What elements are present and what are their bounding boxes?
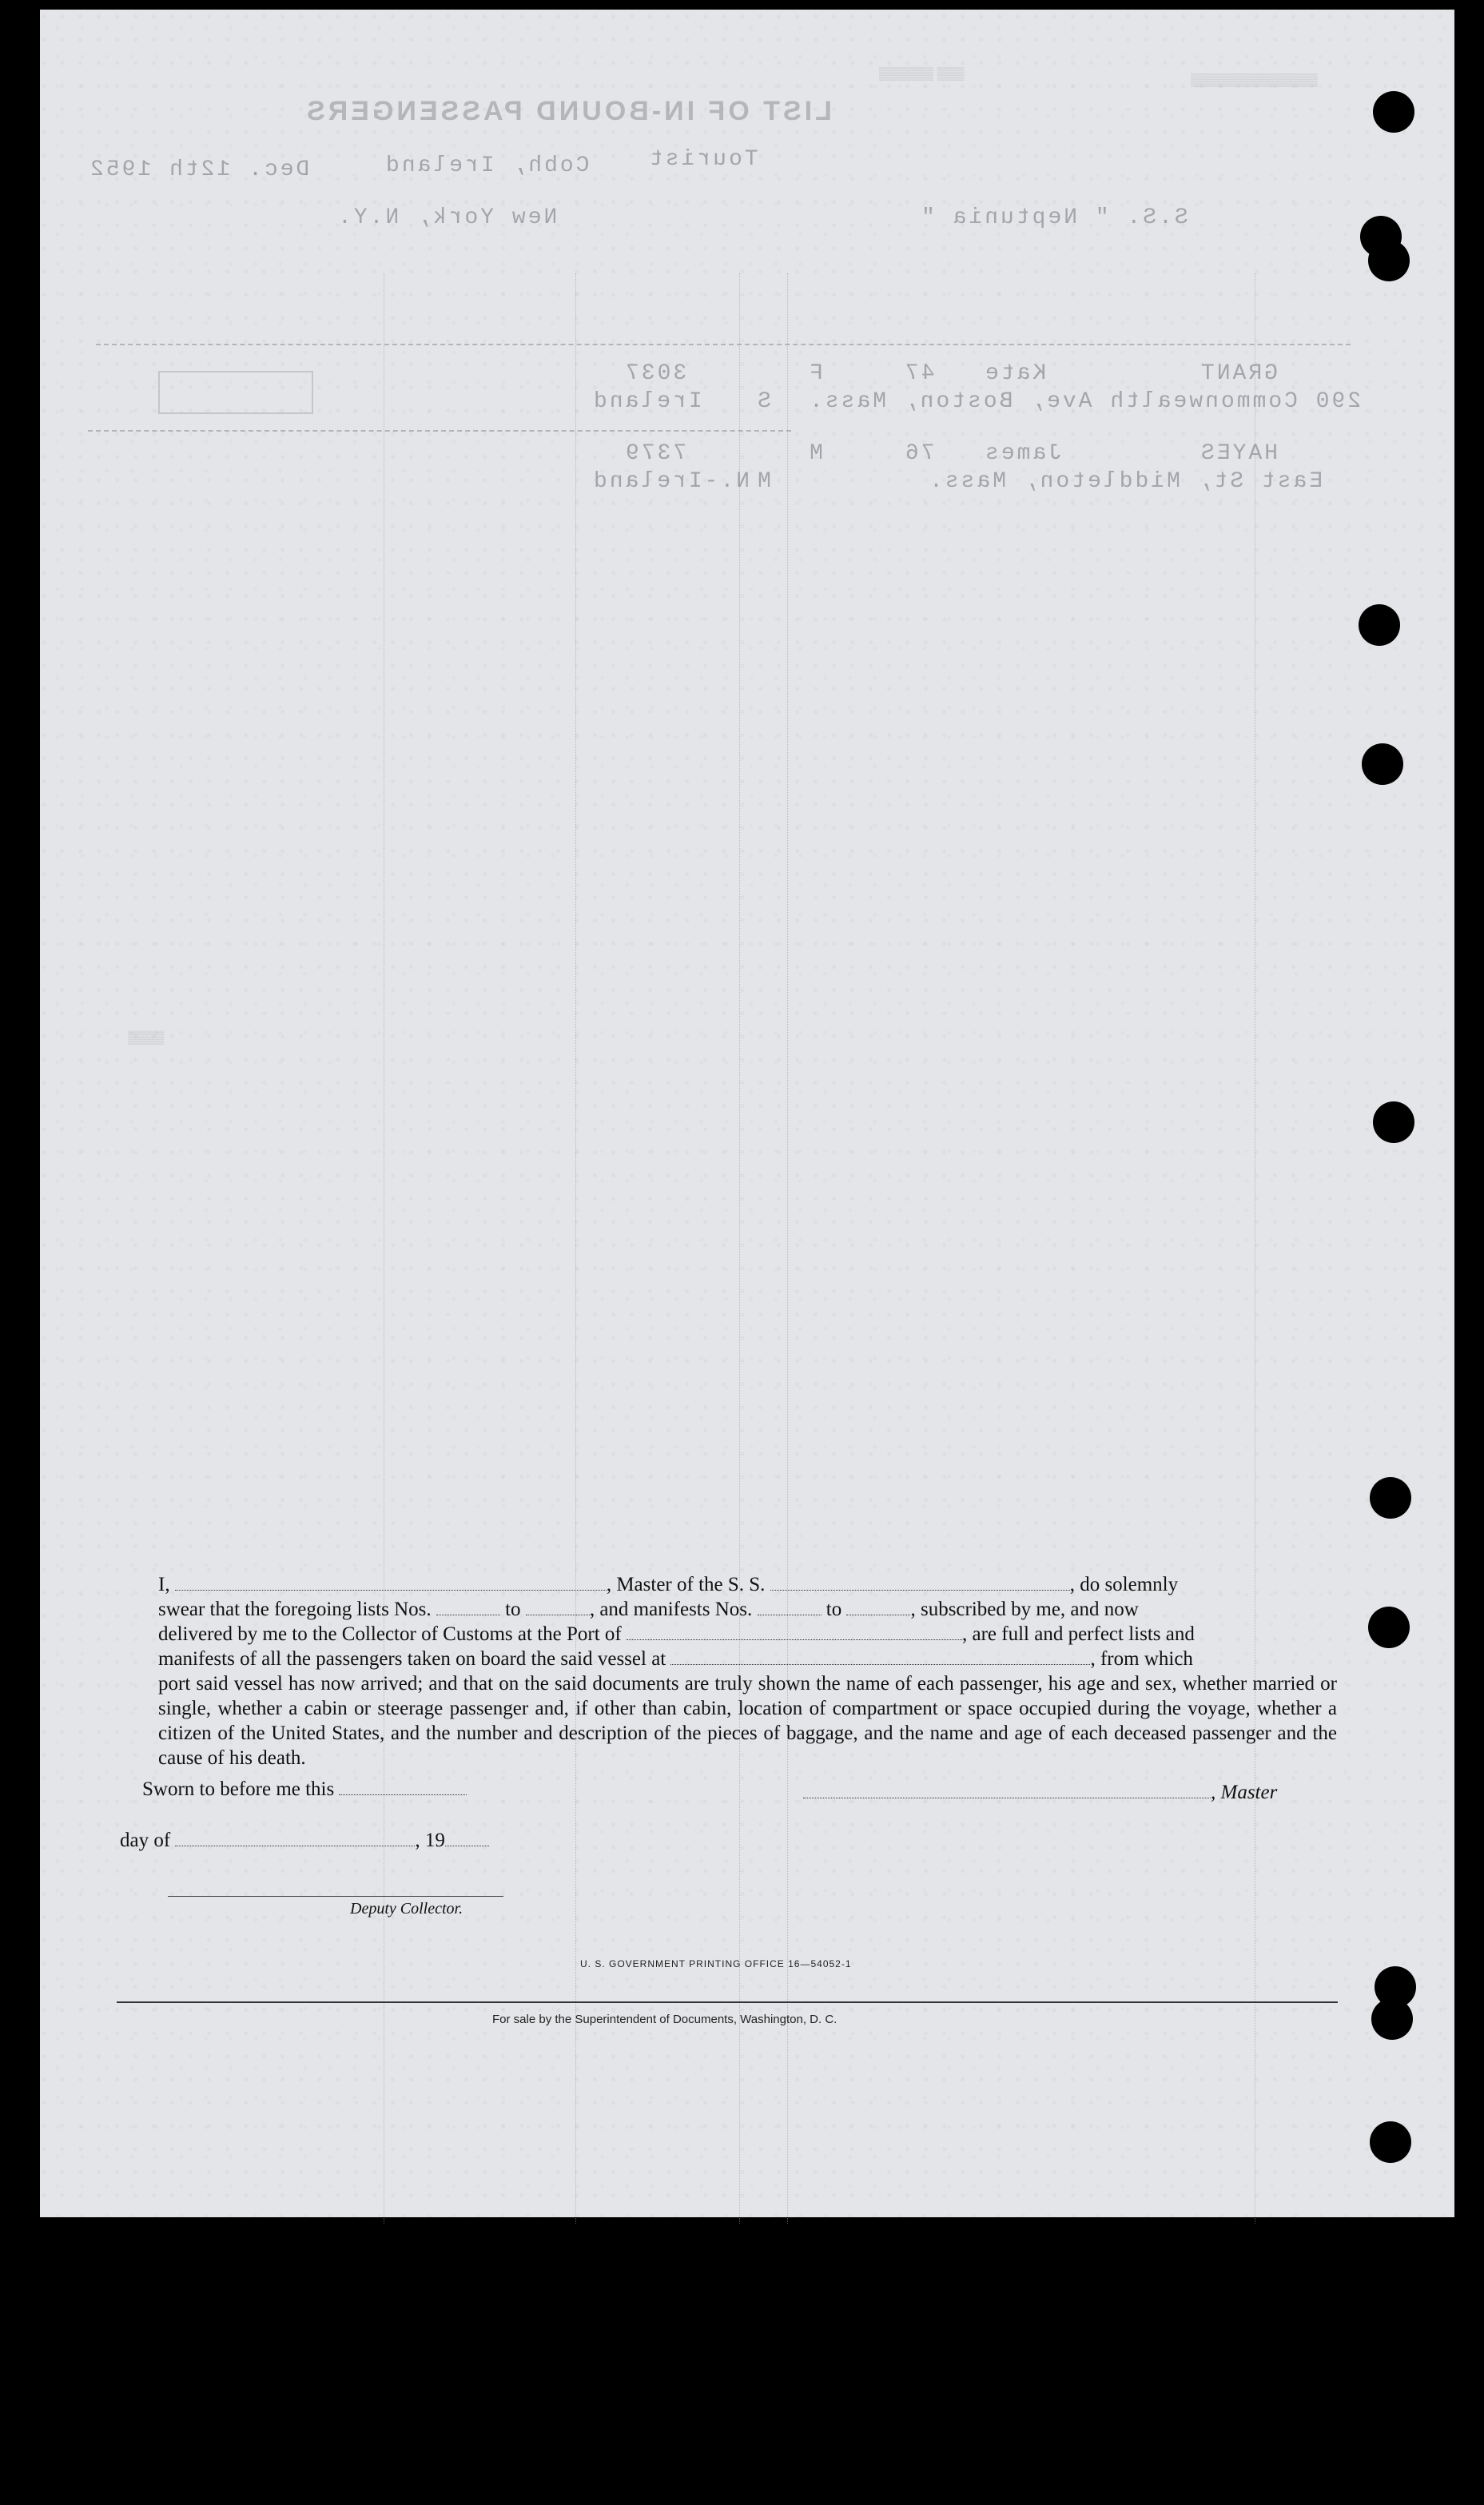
list-to-blank[interactable] bbox=[526, 1600, 590, 1615]
oath-and-manifests: , and manifests Nos. bbox=[589, 1599, 753, 1620]
vessel-at-blank[interactable] bbox=[670, 1650, 1090, 1665]
oath-master-of: , Master of the S. S. bbox=[606, 1574, 766, 1595]
for-sale-note: For sale by the Superintendent of Documents, Washington, D. C. bbox=[492, 2013, 837, 2026]
oath-subscribed: , subscribed by me, and now bbox=[910, 1599, 1139, 1620]
manifest-to-blank[interactable] bbox=[846, 1600, 910, 1615]
oath-from-which: , from which bbox=[1090, 1648, 1193, 1670]
bleed-entry-age: 76 bbox=[903, 441, 935, 466]
port-of-blank[interactable] bbox=[627, 1625, 962, 1640]
day-of-label: day of bbox=[120, 1830, 171, 1851]
bleed-entry-given: James bbox=[983, 441, 1063, 466]
manifest-page bbox=[40, 10, 1454, 2217]
oath-do-solemnly: , do solemnly bbox=[1069, 1574, 1179, 1595]
oath-i: I, bbox=[158, 1574, 170, 1595]
oath-to-1: to bbox=[505, 1599, 521, 1620]
bleed-entry-address: 290 Commonwealth Ave, Boston, Mass. bbox=[807, 389, 1362, 414]
oath-body: port said vessel has now arrived; and that on the said documents are truly shown the name of each passenger, his age and sex, whether married or single, whether a cabin or steerage passenger and, if other than cabin, location of compartment or space occupied during the voyage, whether a citizen of the United States, and the number and description of the pieces of baggage, and the name and age of each deceased passenger and the cause of his death. bbox=[158, 1673, 1337, 1769]
punch-hole bbox=[1362, 743, 1403, 785]
oath-delivered: delivered by me to the Collector of Customs at the Port of bbox=[158, 1623, 622, 1645]
bleed-entry-rule bbox=[88, 430, 791, 432]
deputy-signature-line[interactable] bbox=[168, 1896, 503, 1897]
punch-hole bbox=[1370, 2121, 1411, 2163]
bleed-entry-country: Ireland bbox=[591, 389, 702, 414]
bleed-date: Dec. 12th 1952 bbox=[88, 157, 310, 182]
bleed-header-note: ▒▒▒ ▒▒▒▒▒▒ bbox=[879, 67, 965, 81]
bleed-entry-address: East St, Middleton, Mass. bbox=[927, 469, 1323, 494]
bleed-entry-sex: F bbox=[807, 361, 823, 386]
sworn-label: Sworn to before me this bbox=[142, 1778, 335, 1800]
nineteen-label: , 19 bbox=[415, 1830, 445, 1851]
bleed-entry-code: S bbox=[755, 389, 771, 414]
punch-hole bbox=[1373, 1101, 1414, 1143]
bleed-entry-number: 7379 bbox=[623, 441, 687, 466]
bleed-entry-code: M bbox=[755, 469, 771, 494]
master-label: , Master bbox=[1211, 1782, 1278, 1803]
bleed-entry-surname: HAYES bbox=[1199, 441, 1279, 466]
bleed-entry-age: 47 bbox=[903, 361, 935, 386]
printing-office-line: U. S. GOVERNMENT PRINTING OFFICE 16—54052-1 bbox=[580, 1958, 852, 1969]
bleed-side-stamp: ▒▒▒▒ bbox=[128, 1031, 165, 1045]
punch-hole bbox=[1373, 91, 1414, 133]
oath-swear: swear that the foregoing lists Nos. bbox=[158, 1599, 432, 1620]
bleed-destination: New York, N.Y. bbox=[336, 205, 558, 230]
ship-name-blank[interactable] bbox=[770, 1575, 1070, 1591]
bleed-column-line bbox=[787, 273, 788, 2224]
day-of-row bbox=[120, 1830, 489, 1852]
punch-hole bbox=[1370, 1477, 1411, 1519]
bleed-port: Cobh, Ireland bbox=[384, 153, 590, 178]
bleed-entry-surname: GRANT bbox=[1199, 361, 1279, 386]
master-signature-blank[interactable] bbox=[803, 1783, 1211, 1798]
bleed-column-line bbox=[739, 273, 740, 2224]
month-blank[interactable] bbox=[175, 1831, 415, 1846]
bleed-form-title: LIST OF IN-BOUND PASSENGERS bbox=[304, 96, 832, 126]
bleed-ship: S.S. " Neptunia " bbox=[919, 205, 1188, 230]
oath-full-perfect: , are full and perfect lists and bbox=[962, 1623, 1195, 1645]
punch-hole bbox=[1368, 1607, 1410, 1648]
bleed-entry-given: Kate bbox=[983, 361, 1047, 386]
bleed-entry-number: 3037 bbox=[623, 361, 687, 386]
master-name-blank[interactable] bbox=[175, 1575, 607, 1591]
sworn-row bbox=[142, 1778, 467, 1801]
bleed-header-block: ▒▒▒▒▒▒▒▒▒▒▒▒▒▒ bbox=[1191, 74, 1318, 87]
bleed-table-rule bbox=[96, 344, 1351, 345]
footer-rule bbox=[117, 2001, 1338, 2003]
year-blank[interactable] bbox=[445, 1831, 489, 1846]
sworn-date-blank[interactable] bbox=[339, 1780, 467, 1795]
punch-hole bbox=[1371, 1998, 1413, 2040]
punch-hole bbox=[1359, 604, 1400, 646]
master-signature-row bbox=[803, 1782, 1277, 1804]
oath-paragraph bbox=[158, 1572, 1337, 1770]
bleed-class: Tourist bbox=[647, 147, 758, 172]
list-from-blank[interactable] bbox=[436, 1600, 500, 1615]
bleed-stamp-box bbox=[158, 371, 313, 414]
oath-manifests-all: manifests of all the passengers taken on board the said vessel at bbox=[158, 1648, 666, 1670]
manifest-from-blank[interactable] bbox=[758, 1600, 822, 1615]
punch-hole bbox=[1368, 240, 1410, 281]
bleed-entry-sex: M bbox=[807, 441, 823, 466]
bleed-entry-country: N.-Ireland bbox=[591, 469, 750, 494]
oath-to-2: to bbox=[826, 1599, 842, 1620]
deputy-collector-label: Deputy Collector. bbox=[350, 1900, 464, 1918]
bleed-column-line bbox=[575, 273, 576, 2224]
